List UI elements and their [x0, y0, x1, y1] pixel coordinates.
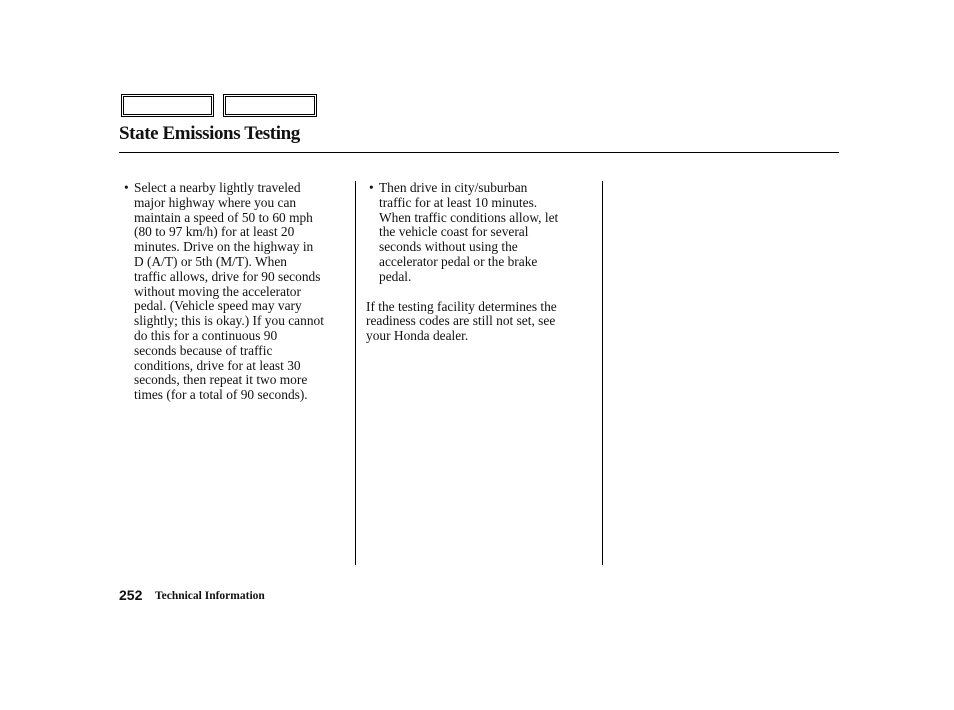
- text-line: maintain a speed of 50 to 60 mph: [134, 209, 313, 225]
- text-line: accelerator pedal or the brake: [379, 253, 538, 269]
- section-name: Technical Information: [155, 590, 265, 602]
- text-line: seconds without using the: [379, 239, 518, 255]
- title-divider: [119, 152, 839, 153]
- dealer-note-paragraph: [366, 300, 558, 344]
- text-line: traffic for at least 10 minutes.: [379, 194, 538, 210]
- text-line: major highway where you can: [134, 194, 297, 210]
- text-line: your Honda dealer.: [366, 328, 469, 344]
- text-line: conditions, drive for at least 30: [134, 357, 301, 373]
- text-line: traffic allows, drive for 90 seconds: [134, 268, 321, 284]
- text-line: do this for a continuous 90: [134, 327, 278, 343]
- text-line: Then drive in city/suburban: [379, 180, 528, 195]
- bullet-icon: •: [124, 180, 129, 195]
- text-line: seconds because of traffic: [134, 342, 273, 358]
- text-line: seconds, then repeat it two more: [134, 372, 308, 388]
- text-line: If the testing facility determines the: [366, 298, 557, 314]
- bullet-item-city: [369, 181, 558, 285]
- text-line: without moving the accelerator: [134, 283, 301, 299]
- text-line: pedal. (Vehicle speed may vary: [134, 298, 302, 314]
- text-line: minutes. Drive on the highway in: [134, 239, 314, 255]
- text-line: readiness codes are still not set, see: [366, 313, 556, 329]
- section-tab-box-2: [223, 94, 317, 117]
- middle-column: [366, 180, 559, 344]
- bullet-icon: •: [369, 180, 374, 195]
- page-number: 252: [119, 587, 143, 603]
- left-column: [124, 181, 324, 403]
- text-line: pedal.: [379, 268, 412, 284]
- page-title: State Emissions Testing: [119, 123, 300, 144]
- column-divider-left: [355, 181, 356, 565]
- text-line: When traffic conditions allow, let: [379, 209, 559, 225]
- text-line: (80 to 97 km/h) for at least 20: [134, 224, 295, 240]
- text-line: Select a nearby lightly traveled: [134, 180, 301, 195]
- text-line: slightly; this is okay.) If you cannot: [134, 313, 324, 329]
- text-line: D (A/T) or 5th (M/T). When: [134, 253, 287, 269]
- text-line: the vehicle coast for several: [379, 224, 529, 240]
- section-tab-box-1: [121, 94, 214, 117]
- column-divider-right: [602, 181, 603, 565]
- text-line: times (for a total of 90 seconds).: [134, 387, 308, 403]
- bullet-item-highway: [124, 181, 324, 403]
